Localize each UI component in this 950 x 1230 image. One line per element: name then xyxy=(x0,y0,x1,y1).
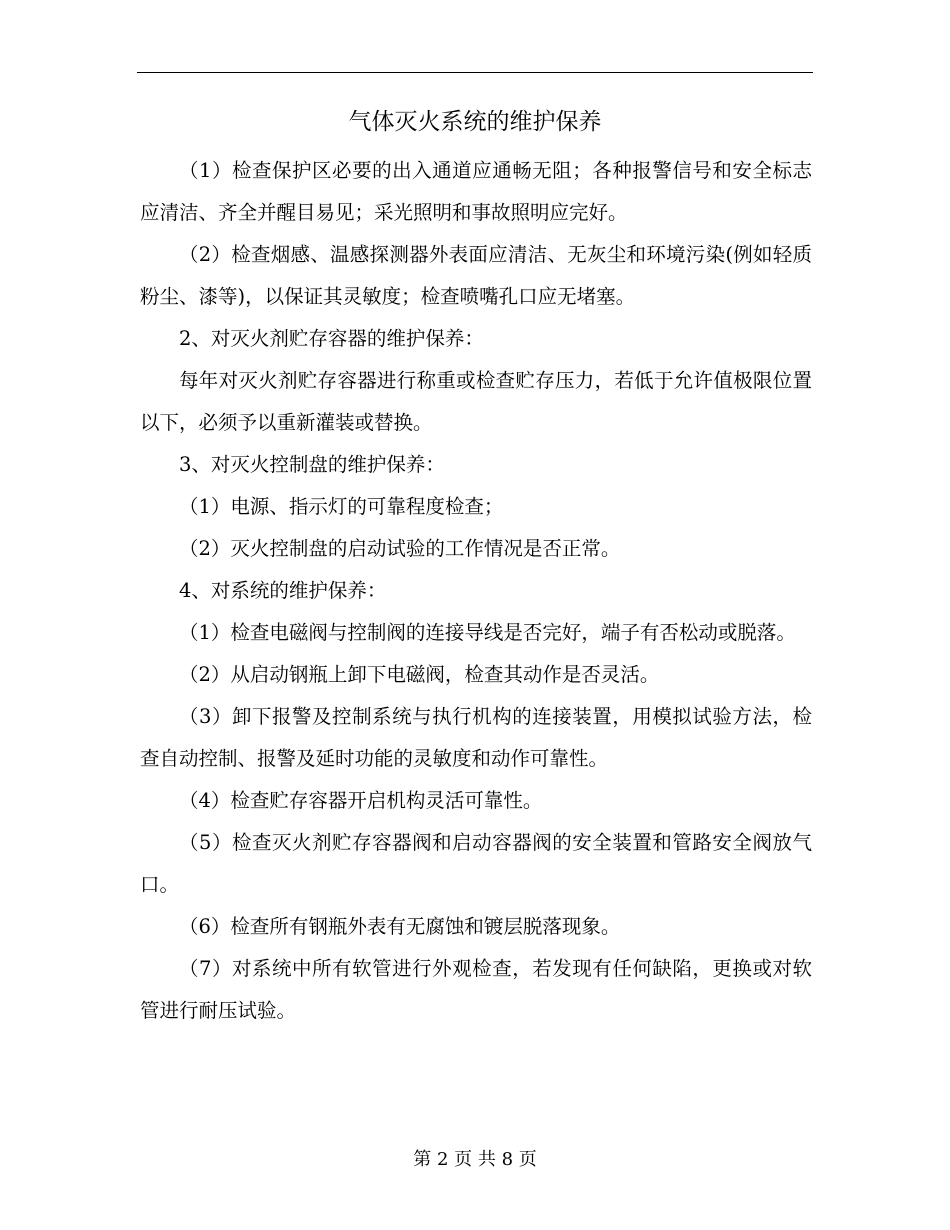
paragraph: （7）对系统中所有软管进行外观检查，若发现有任何缺陷，更换或对软管进行耐压试验。 xyxy=(140,957,812,1022)
paragraph: （1）电源、指示灯的可靠程度检查； xyxy=(179,495,504,518)
page-number: 第 2 页 共 8 页 xyxy=(413,1149,537,1170)
section-heading: 2、对灭火剂贮存容器的维护保养： xyxy=(179,327,484,350)
paragraph: （1）检查保护区必要的出入通道应通畅无阻；各种报警信号和安全标志应清洁、齐全并醒目易见；采光照明和事故照明应完好。 xyxy=(140,159,812,224)
paragraph: （2）从启动钢瓶上卸下电磁阀，检查其动作是否灵活。 xyxy=(179,663,660,686)
document-body xyxy=(140,150,812,1032)
paragraph: （2）灭火控制盘的启动试验的工作情况是否正常。 xyxy=(179,537,621,560)
paragraph: （2）检查烟感、温感探测器外表面应清洁、无灰尘和环境污染(例如轻质粉尘、漆等)，以保证其灵敏度；检查喷嘴孔口应无堵塞。 xyxy=(140,243,812,308)
paragraph: （3）卸下报警及控制系统与执行机构的连接装置，用模拟试验方法，检查自动控制、报警及延时功能的灵敏度和动作可靠性。 xyxy=(140,705,812,770)
section-heading: 4、对系统的维护保养： xyxy=(179,579,387,602)
paragraph: （6）检查所有钢瓶外表有无腐蚀和镀层脱落现象。 xyxy=(179,915,621,938)
paragraph: （5）检查灭火剂贮存容器阀和启动容器阀的安全装置和管路安全阀放气口。 xyxy=(140,831,812,896)
paragraph: （4）检查贮存容器开启机构灵活可靠性。 xyxy=(179,789,543,812)
header-rule xyxy=(137,72,813,73)
paragraph: 每年对灭火剂贮存容器进行称重或检查贮存压力，若低于允许值极限位置以下，必须予以重新灌装或替换。 xyxy=(140,369,812,434)
paragraph: （1）检查电磁阀与控制阀的连接导线是否完好，端子有否松动或脱落。 xyxy=(179,621,796,644)
document-title: 气体灭火系统的维护保养 xyxy=(348,109,602,135)
section-heading: 3、对灭火控制盘的维护保养： xyxy=(179,453,445,476)
